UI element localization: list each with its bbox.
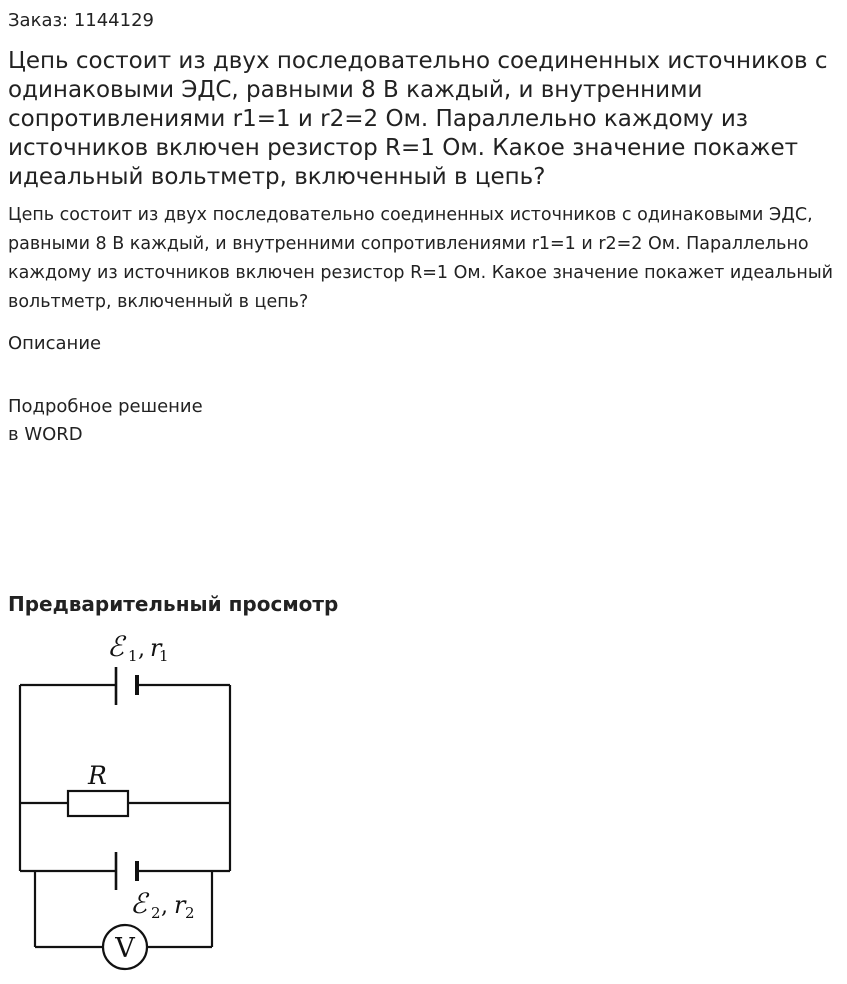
solution-line-2: в WORD	[8, 424, 83, 445]
description-label: Описание	[8, 333, 102, 354]
preview-title: Предварительный просмотр	[8, 592, 339, 616]
r1-symbol: r	[150, 634, 162, 662]
voltmeter-label: V	[115, 933, 135, 964]
solution-note	[8, 393, 203, 449]
emf1-symbol: ℰ	[107, 630, 124, 663]
solution-line-1: Подробное решение	[8, 396, 203, 417]
r1-index: 1	[159, 647, 169, 665]
order-number: Заказ: 1144129	[8, 10, 154, 31]
battery-2-icon	[116, 852, 137, 890]
emf2-index: 2	[151, 904, 161, 922]
r2-index: 2	[185, 904, 195, 922]
resistor-icon	[68, 791, 128, 816]
r2-symbol: r	[174, 891, 186, 919]
emf2-symbol: ℰ	[130, 887, 147, 920]
circuit-diagram	[8, 622, 248, 977]
emf1-index: 1	[128, 647, 138, 665]
task-title: Цепь состоит из двух последовательно соединенных источников с одинаковыми ЭДС, равными 8 В каждый, и внутренними сопротивлениями r1=1 и r2=2 Ом. Параллельно каждому из источников включен резистор R=1 Ом. Какое значение покажет идеальный вольтметр, включенный в цепь?	[8, 48, 828, 190]
battery-1-icon	[116, 667, 137, 705]
task-text: Цепь состоит из двух последовательно соединенных источников с одинаковыми ЭДС, равными 8 В каждый, и внутренними сопротивлениями r1=1 и r2=2 Ом. Параллельно каждому из источников включен резистор R=1 Ом. Какое значение покажет идеальный вольтметр, включенный в цепь?	[8, 205, 834, 312]
resistor-label: R	[88, 761, 107, 790]
emf2-separator: ,	[161, 894, 168, 919]
emf1-separator: ,	[138, 637, 145, 662]
